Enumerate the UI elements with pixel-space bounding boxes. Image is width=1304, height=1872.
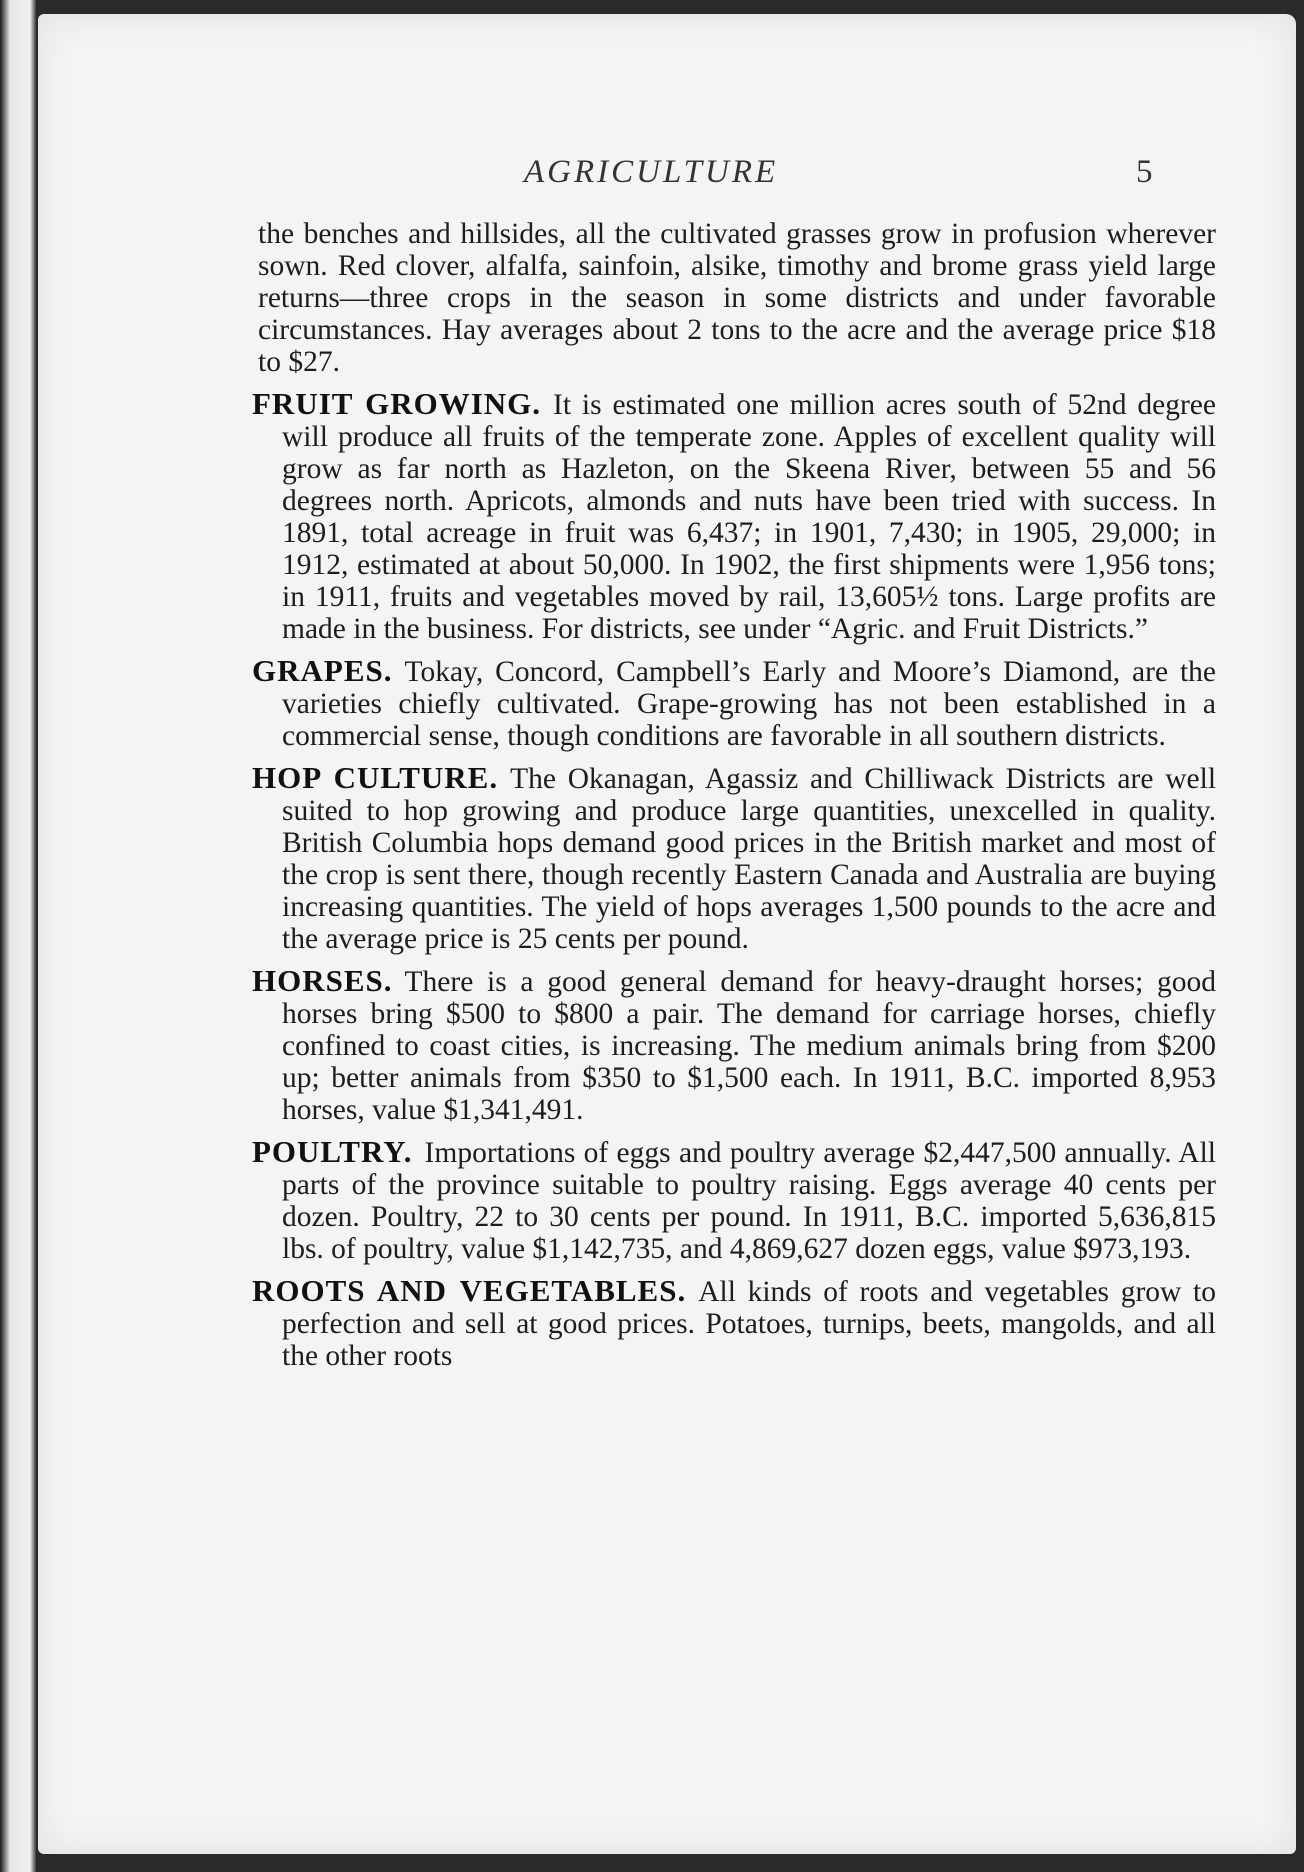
entry-horses — [186, 965, 1216, 1126]
entry-body: It is estimated one million acres south of 52nd degree will produce all fruits of the temperate zone. Apples of excellent quality will grow as far north as Hazleton, on the Skeena River, between 55 and 56 degrees north. Apricots, almonds and nuts have been tried with success. In 1891, total acreage in fruit was 6,437; in 1901, 7,430; in 1905, 29,000; in 1912, estimated at about 50,000. In 1902, the first shipments were 1,956 tons; in 1911, fruits and vegetables moved by rail, 13,605½ tons. Large profits are made in the business. For districts, see under “Agric. and Fruit Districts.” — [282, 389, 1216, 645]
entry-heading: GRAPES. — [252, 653, 393, 688]
entry-fruit-growing — [186, 388, 1216, 645]
entry-heading: ROOTS AND VEGETABLES. — [252, 1273, 687, 1308]
adjacent-page-edge — [0, 0, 36, 1872]
entry-body: There is a good general demand for heavy-draught horses; good horses bring $500 to $800 a pair. The demand for carriage horses, chiefly confined to coast cities, is increasing. The medium animals bring from $200 up; better animals from $350 to $1,500 each. In 1911, B.C. imported 8,953 horses, value $1,341,491. — [282, 966, 1216, 1126]
entry-heading: POULTRY. — [252, 1134, 413, 1169]
running-title: AGRICULTURE — [524, 154, 779, 190]
entry-heading: FRUIT GROWING. — [252, 386, 542, 421]
entry-roots-and-vegetables — [186, 1275, 1216, 1372]
entry-heading: HORSES. — [252, 963, 393, 998]
entry-grapes — [186, 655, 1216, 752]
continued-paragraph — [186, 218, 1216, 378]
entry-heading: HOP CULTURE. — [252, 760, 499, 795]
running-head — [38, 154, 1296, 194]
page-number: 5 — [1136, 154, 1153, 190]
entry-hop-culture — [186, 762, 1216, 955]
entry-body: Importations of eggs and poultry average $2,447,500 annually. All parts of the province suitable to poultry raising. Eggs average 40 cents per dozen. Poultry, 22 to 30 cents per pound. In 1911, B.C. imported 5,636,815 lbs. of poultry, value $1,142,735, and 4,869,627 dozen eggs, value $973,193. — [282, 1137, 1216, 1265]
book-page — [38, 14, 1296, 1854]
entry-body: All kinds of roots and vegetables grow to perfection and sell at good prices. Potatoes, turnips, beets, mangolds, and all the other roots — [282, 1276, 1216, 1372]
continued-paragraph-text: the benches and hillsides, all the cultivated grasses grow in profusion wherever sown. Red clover, alfalfa, sainfoin, alsike, timothy and brome grass yield large returns—three crops in the season in some districts and under favorable circumstances. Hay averages about 2 tons to the acre and the average price $18 to $27. — [258, 218, 1216, 378]
entry-body: The Okanagan, Agassiz and Chilliwack Districts are well suited to hop growing and produce large quantities, unexcelled in quality. British Columbia hops demand good prices in the British market and most of the crop is sent there, though recently Eastern Canada and Australia are buying increasing quantities. The yield of hops averages 1,500 pounds to the acre and the average price is 25 cents per pound. — [282, 763, 1217, 955]
entry-body: Tokay, Concord, Campbell’s Early and Moore’s Diamond, are the varieties chiefly cultivated. Grape-growing has not been established in a commercial sense, though conditions are favorable in all southern districts. — [282, 656, 1216, 752]
entry-poultry — [186, 1136, 1216, 1265]
body-text — [186, 218, 1216, 1382]
